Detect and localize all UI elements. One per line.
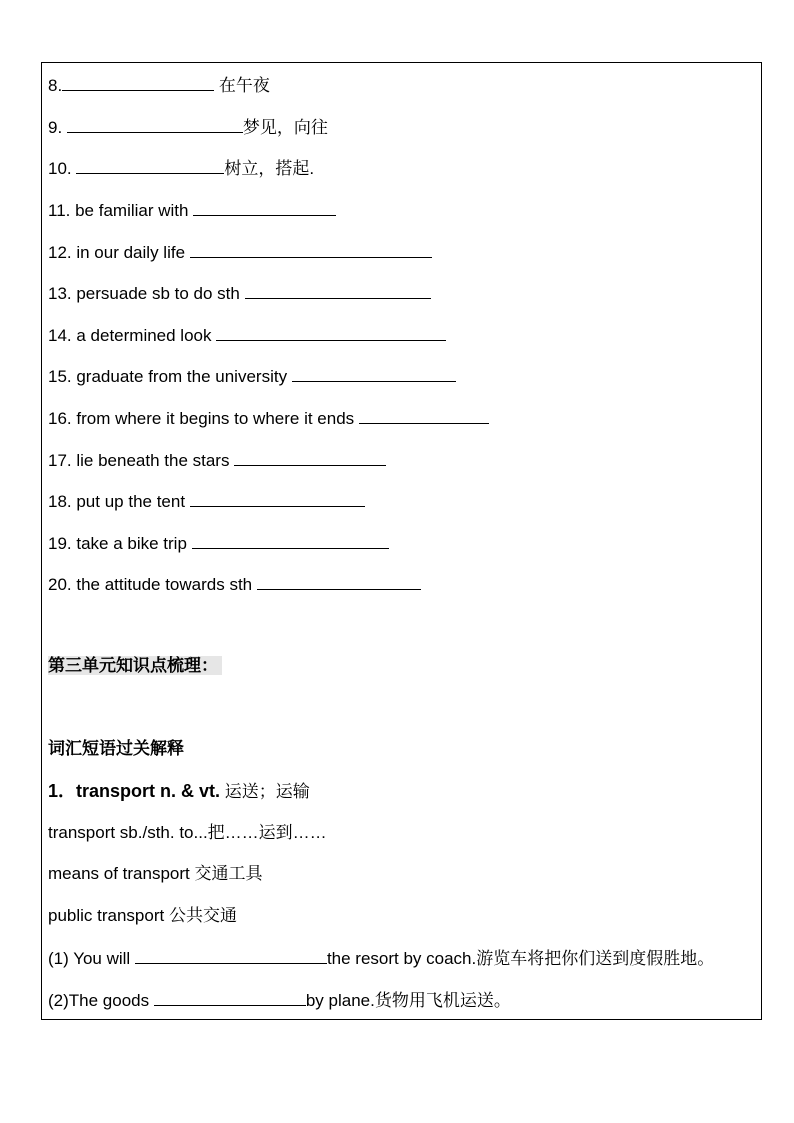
subsection-title: 词汇短语过关解释 <box>48 739 184 758</box>
item-meaning: 树立，搭起. <box>224 159 315 178</box>
item-11 <box>48 198 336 222</box>
item-label: 17. lie beneath the stars <box>48 451 235 470</box>
item-13 <box>48 281 431 305</box>
answer-blank[interactable] <box>192 531 389 549</box>
entry-meaning: 运送；运输 <box>220 782 310 801</box>
answer-blank[interactable] <box>154 988 306 1006</box>
item-8 <box>48 73 270 97</box>
answer-blank[interactable] <box>257 572 421 590</box>
example-text: (1) You will <box>48 949 135 968</box>
item-18 <box>48 489 365 513</box>
item-label: 12. in our daily life <box>48 243 190 262</box>
answer-blank[interactable] <box>76 156 224 174</box>
item-label: 8. <box>48 76 63 95</box>
entry-usage-3: public transport 公共交通 <box>48 906 237 925</box>
item-meaning: 在午夜 <box>214 76 270 95</box>
item-label: 20. the attitude towards sth <box>48 575 257 594</box>
item-16 <box>48 406 489 430</box>
item-label: 16. from where it begins to where it ends <box>48 409 359 428</box>
item-label: 10. <box>48 159 77 178</box>
item-label: 11. be familiar with <box>48 201 194 220</box>
example-1 <box>48 946 714 970</box>
answer-blank[interactable] <box>135 946 327 964</box>
item-label: 18. put up the tent <box>48 492 190 511</box>
answer-blank[interactable] <box>190 489 365 507</box>
example-2 <box>48 988 511 1012</box>
item-label: 14. a determined look <box>48 326 217 345</box>
item-17 <box>48 448 386 472</box>
entry-usage-1: transport sb./sth. to...把……运到…… <box>48 823 327 842</box>
answer-blank[interactable] <box>234 448 386 466</box>
section-title-text: 第三单元知识点梳理： <box>48 656 222 675</box>
entry-heading <box>48 780 310 803</box>
item-label: 9. <box>48 118 67 137</box>
entry-usage-2: means of transport 交通工具 <box>48 864 263 883</box>
answer-blank[interactable] <box>62 73 214 91</box>
item-12 <box>48 240 432 264</box>
item-label: 15. graduate from the university <box>48 367 292 386</box>
item-19 <box>48 531 389 555</box>
answer-blank[interactable] <box>245 281 431 299</box>
item-9 <box>48 115 328 139</box>
section-title <box>48 655 222 677</box>
item-label: 13. persuade sb to do sth <box>48 284 245 303</box>
answer-blank[interactable] <box>190 240 432 258</box>
entry-word: 1．transport n. & vt. <box>48 781 221 801</box>
item-10 <box>48 156 314 180</box>
example-text: (2)The goods <box>48 991 154 1010</box>
example-text: the resort by coach.游览车将把你们送到度假胜地。 <box>326 949 715 968</box>
answer-blank[interactable] <box>359 406 489 424</box>
item-20 <box>48 572 421 596</box>
item-meaning: 梦见，向往 <box>242 118 328 137</box>
answer-blank[interactable] <box>67 115 243 133</box>
answer-blank[interactable] <box>292 364 456 382</box>
item-label: 19. take a bike trip <box>48 534 192 553</box>
item-14 <box>48 323 446 347</box>
answer-blank[interactable] <box>193 198 336 216</box>
example-text: by plane.货物用飞机运送。 <box>305 991 511 1010</box>
item-15 <box>48 364 456 388</box>
answer-blank[interactable] <box>216 323 446 341</box>
